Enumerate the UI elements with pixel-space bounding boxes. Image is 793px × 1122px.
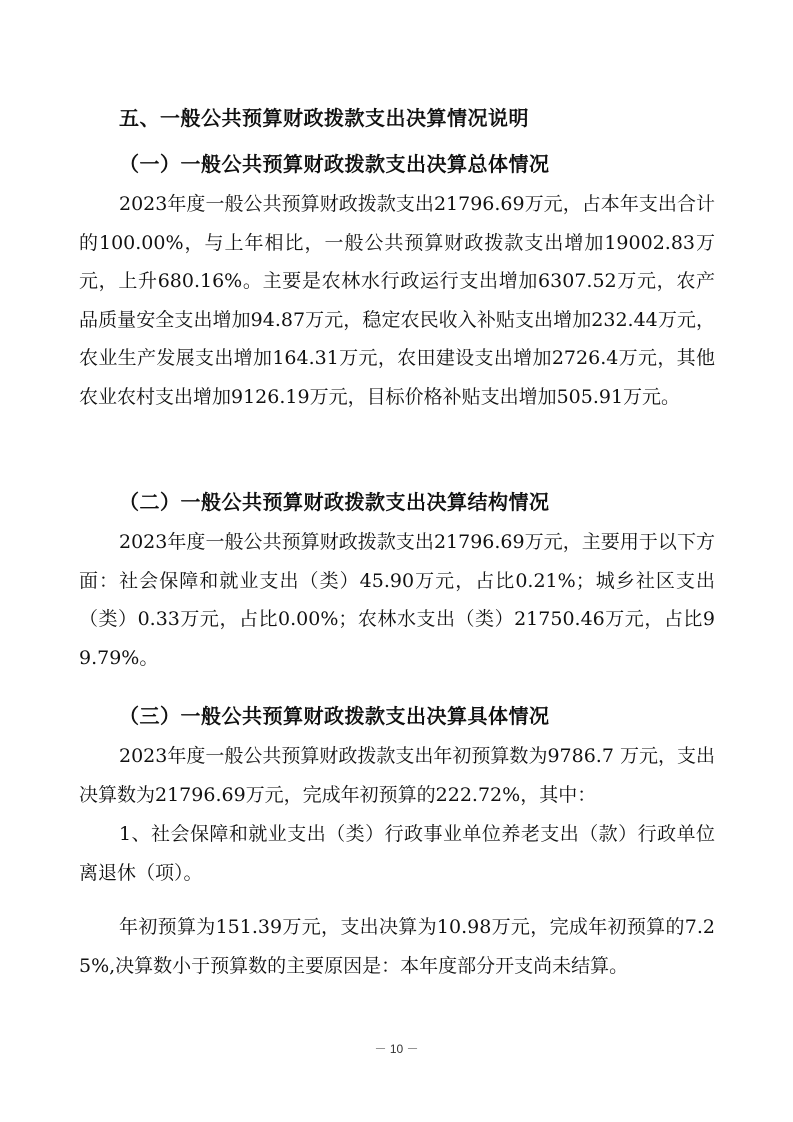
part3-item1-paragraph: 年初预算为151.39万元，支出决算为10.98万元，完成年初预算的7.25%,决算数小于预算数的主要原因是：本年度部分开支尚未结算。 — [79, 916, 715, 977]
part2-paragraph: 2023年度一般公共预算财政拨款支出21796.69万元，主要用于以下方面：社会保障和就业支出（类）45.90万元，占比0.21%；城乡社区支出（类）0.33万元，占比0.00%；农林水支出（类）21750.46万元，占比99.79%。 — [79, 531, 715, 669]
part3-intro-paragraph: 2023年度一般公共预算财政拨款支出年初预算数为9786.7 万元，支出决算数为21796.69万元，完成年初预算的222.72%，其中： — [79, 745, 715, 806]
part1-paragraph: 2023年度一般公共预算财政拨款支出21796.69万元，占本年支出合计的100.00%，与上年相比，一般公共预算财政拨款支出增加19002.83万元，上升680.16%。主要是农林水行政运行支出增加6307.52万元，农产品质量安全支出增加94.87万元，稳定农民收入补贴支出增加232.44万元，农业生产发展支出增加164.31万元，农田建设支出增加2726.4万元，其他农业农村支出增加9126.19万元，目标价格补贴支出增加505.91万元。 — [79, 193, 715, 408]
page-number: － 10 － — [374, 1042, 419, 1056]
part3-heading: （三）一般公共预算财政拨款支出决算具体情况 — [119, 704, 550, 728]
part3-item1-title: 1、社会保障和就业支出（类）行政事业单位养老支出（款）行政单位离退休（项）。 — [79, 823, 715, 884]
section-title: 五、一般公共预算财政拨款支出决算情况说明 — [119, 106, 529, 130]
part1-heading: （一）一般公共预算财政拨款支出决算总体情况 — [119, 152, 550, 176]
part2-heading: （二）一般公共预算财政拨款支出决算结构情况 — [119, 490, 550, 514]
